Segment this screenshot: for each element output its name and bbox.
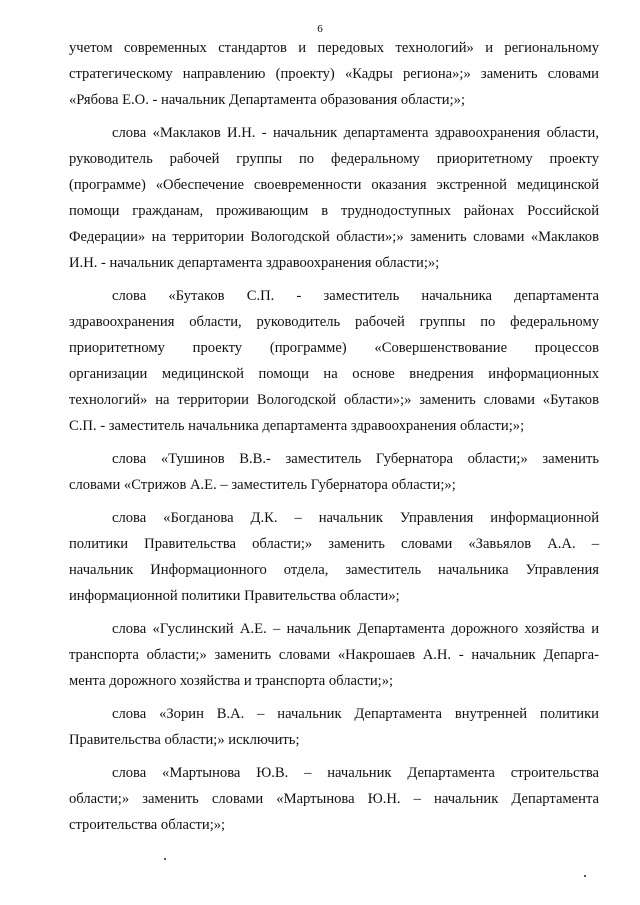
text-line: «Рябова Е.О. - начальник Департамента образования области;»; <box>69 92 466 108</box>
text-line: стратегическому направлению (проекту) «Кадры региона»;» заменить словами <box>69 66 599 82</box>
text-line: технологий» на территории Вологодской области»;» заменить словами «Бутаков <box>69 392 599 408</box>
text-line: здравоохранения области, руководитель рабочей группы по федеральному <box>69 314 599 330</box>
document-body <box>69 35 599 845</box>
text-line: помощи гражданам, проживающим в труднодоступных районах Российской <box>69 203 599 219</box>
paragraph-7 <box>69 701 599 753</box>
text-line: Федерации» на территории Вологодской области»;» заменить словами «Маклаков <box>69 229 599 245</box>
text-line: информационной политики Правительства области»; <box>69 588 400 604</box>
scan-speck <box>164 858 166 860</box>
text-line: политики Правительства области;» заменить словами «Завьялов А.А. – <box>69 536 599 552</box>
text-line: организации медицинской помощи на основе внедрения информационных <box>69 366 599 382</box>
text-line: слова «Гуслинский А.Е. – начальник Департамента дорожного хозяйства и <box>112 621 599 637</box>
scan-speck <box>584 875 586 877</box>
paragraph-6 <box>69 616 599 694</box>
text-line: области;» заменить словами «Мартынова Ю.Н. – начальник Департамента <box>69 791 599 807</box>
paragraph-2 <box>69 120 599 276</box>
text-line: слова «Мартынова Ю.В. – начальник Департамента строительства <box>112 765 599 781</box>
text-line: слова «Зорин В.А. – начальник Департамента внутренней политики <box>112 706 599 722</box>
paragraph-4 <box>69 446 599 498</box>
text-line: руководитель рабочей группы по федеральному приоритетному проекту <box>69 151 599 167</box>
text-line: слова «Богданова Д.К. – начальник Управления информационной <box>112 510 599 526</box>
text-line: учетом современных стандартов и передовых технологий» и региональному <box>69 40 599 56</box>
text-line: С.П. - заместитель начальника департамента здравоохранения области;»; <box>69 418 525 434</box>
paragraph-3 <box>69 283 599 439</box>
text-line: строительства области;»; <box>69 817 226 833</box>
text-line: (программе) «Обеспечение своевременности оказания экстренной медицинской <box>69 177 599 193</box>
text-line: слова «Бутаков С.П. - заместитель начальника департамента <box>112 288 599 304</box>
text-line: И.Н. - начальник департамента здравоохранения области;»; <box>69 255 440 271</box>
text-line: Правительства области;» исключить; <box>69 732 300 748</box>
paragraph-8 <box>69 760 599 838</box>
text-line: транспорта области;» заменить словами «Накрошаев А.Н. - начальник Депарга- <box>69 647 599 663</box>
text-line: словами «Стрижов А.Е. – заместитель Губернатора области;»; <box>69 477 456 493</box>
page-number: 6 <box>317 23 323 35</box>
paragraph-1 <box>69 35 599 113</box>
text-line: слова «Маклаков И.Н. - начальник департамента здравоохранения области, <box>112 125 599 141</box>
text-line: мента дорожного хозяйства и транспорта области;»; <box>69 673 394 689</box>
text-line: начальник Информационного отдела, заместитель начальника Управления <box>69 562 599 578</box>
text-line: слова «Тушинов В.В.- заместитель Губернатора области;» заменить <box>112 451 599 467</box>
paragraph-5 <box>69 505 599 609</box>
text-line: приоритетному проекту (программе) «Совершенствование процессов <box>69 340 599 356</box>
